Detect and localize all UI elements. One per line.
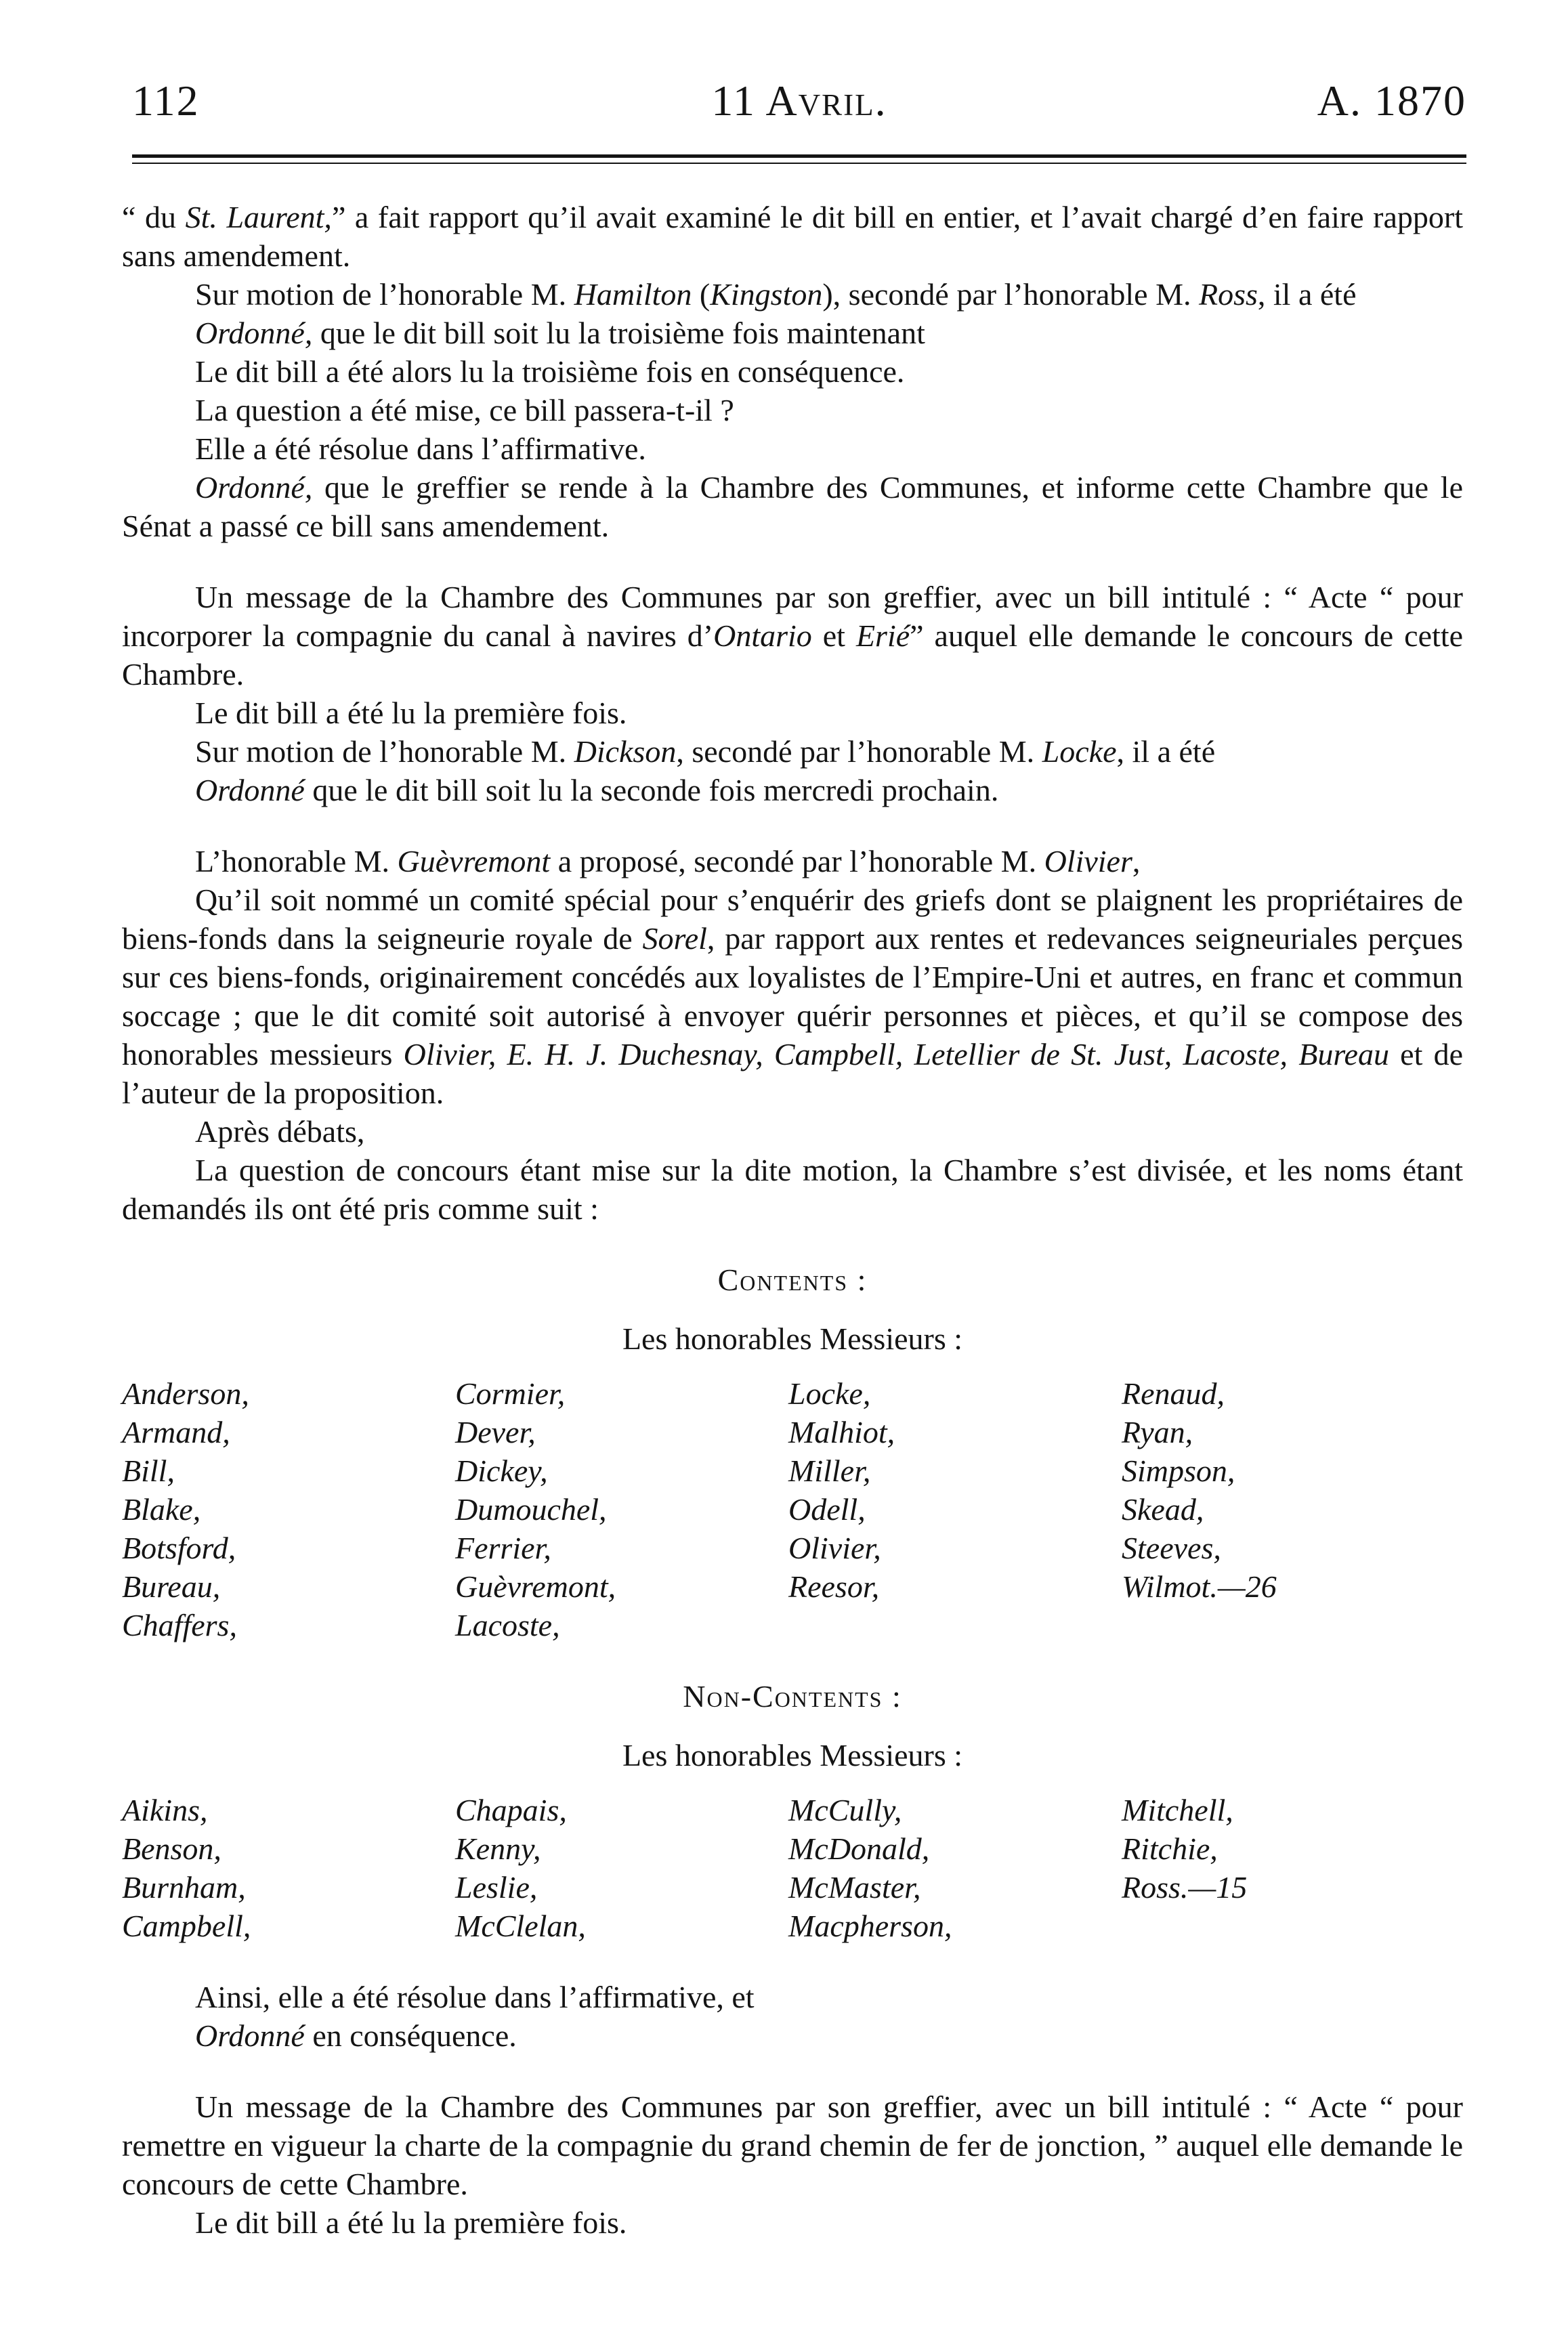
non-contents-names — [122, 1791, 1463, 1945]
page-body — [122, 198, 1463, 2242]
paragraph: Qu’il soit nommé un comité spécial pour s’enquérir des griefs dont se plaignent les propriétaires de biens-fonds dans la seigneurie royale de Sorel, par rapport aux rentes et redevances seigneuriales perçues sur ces biens-fonds, originairement concédés aux loyalistes de l’Empire-Uni et autres, en franc et commun soccage ; que le dit comité soit autorisé à envoyer quérir personnes et pièces, et qu’il se compose des honorables messieurs Olivier, E. H. J. Duchesnay, Campbell, Letellier de St. Just, Lacoste, Bureau et de l’auteur de la proposition. — [122, 883, 1463, 1110]
name: Malhiot, — [788, 1415, 895, 1449]
name: Cormier, — [455, 1376, 566, 1411]
name: Armand, — [122, 1415, 230, 1449]
name: Dickey, — [455, 1453, 548, 1488]
name: Bill, — [122, 1453, 175, 1488]
name: Ferrier, — [455, 1531, 551, 1565]
paragraph: Ordonné en conséquence. — [195, 2018, 517, 2053]
contents-names — [122, 1374, 1463, 1644]
name: Botsford, — [122, 1531, 236, 1565]
paragraph: Le dit bill a été lu la première fois. — [195, 2205, 627, 2240]
name: Aikins, — [122, 1793, 208, 1827]
name: Dumouchel, — [455, 1492, 607, 1527]
name: Olivier, — [788, 1531, 881, 1565]
contents-col-1 — [122, 1374, 455, 1644]
paragraph: Ainsi, elle a été résolue dans l’affirmative, et — [195, 1980, 755, 2014]
name: Chapais, — [455, 1793, 567, 1827]
name: Miller, — [788, 1453, 871, 1488]
header-rule-thin — [132, 163, 1466, 164]
name: Locke, — [788, 1376, 871, 1411]
name: Chaffers, — [122, 1608, 237, 1642]
name: Bureau, — [122, 1569, 221, 1604]
paragraph: Un message de la Chambre des Communes par son greffier, avec un bill intitulé : “ Acte “ pour incorporer la compagnie du canal à navires d’Ontario et Erié” auquel elle demande le concours de cette Chambre. — [122, 580, 1463, 692]
name: Skead, — [1122, 1492, 1204, 1527]
name: Lacoste, — [455, 1608, 560, 1642]
paragraph: Elle a été résolue dans l’affirmative. — [195, 431, 646, 466]
contents-col-3 — [788, 1374, 1122, 1644]
name: Macpherson, — [788, 1909, 952, 1943]
name: Guèvremont, — [455, 1569, 616, 1604]
non-contents-subheading: Les honorables Messieurs : — [622, 1738, 963, 1772]
name: Benson, — [122, 1831, 221, 1866]
name: Renaud, — [1122, 1376, 1225, 1411]
paragraph: Après débats, — [195, 1114, 365, 1149]
non-contents-col-4 — [1122, 1791, 1455, 1945]
paragraph: L’honorable M. Guèvremont a proposé, secondé par l’honorable M. Olivier, — [195, 844, 1141, 878]
non-contents-heading: Non-Contents : — [683, 1679, 902, 1714]
paragraph: La question a été mise, ce bill passera-t-il ? — [195, 393, 734, 427]
name: Odell, — [788, 1492, 866, 1527]
name: Ross.—15 — [1122, 1870, 1248, 1905]
name: Wilmot.—26 — [1122, 1569, 1277, 1604]
name: Mitchell, — [1122, 1793, 1233, 1827]
non-contents-col-3 — [788, 1791, 1122, 1945]
page-number: 112 — [132, 77, 200, 125]
name: Burnham, — [122, 1870, 246, 1905]
name: Simpson, — [1122, 1453, 1235, 1488]
header-date: 11 Avril. — [711, 77, 887, 125]
paragraph: Sur motion de l’honorable M. Hamilton (Kingston), secondé par l’honorable M. Ross, il a été — [195, 277, 1357, 312]
contents-col-2 — [455, 1374, 788, 1644]
name: McDonald, — [788, 1831, 930, 1866]
header-year: A. 1870 — [1317, 77, 1466, 125]
name: McMaster, — [788, 1870, 921, 1905]
name: Steeves, — [1122, 1531, 1221, 1565]
header-rule-thick — [132, 154, 1466, 158]
name: Campbell, — [122, 1909, 251, 1943]
name: Dever, — [455, 1415, 536, 1449]
paragraph: Ordonné, que le greffier se rende à la Chambre des Communes, et informe cette Chambre que le Sénat a passé ce bill sans amendement. — [122, 470, 1463, 543]
running-header — [132, 76, 1466, 130]
name: Ryan, — [1122, 1415, 1193, 1449]
paragraph: Sur motion de l’honorable M. Dickson, secondé par l’honorable M. Locke, il a été — [195, 734, 1216, 769]
name: McCully, — [788, 1793, 902, 1827]
paragraph: “ du St. Laurent,” a fait rapport qu’il avait examiné le dit bill en entier, et l’avait chargé d’en faire rapport sans amendement. — [122, 200, 1464, 273]
paragraph: Le dit bill a été lu la première fois. — [195, 696, 627, 730]
non-contents-col-2 — [455, 1791, 788, 1945]
name: Blake, — [122, 1492, 201, 1527]
name: Ritchie, — [1122, 1831, 1218, 1866]
contents-heading: Contents : — [717, 1262, 868, 1297]
paragraph: La question de concours étant mise sur la dite motion, la Chambre s’est divisée, et les noms étant demandés ils ont été pris comme suit : — [122, 1153, 1463, 1226]
name: Kenny, — [455, 1831, 541, 1866]
name: Leslie, — [455, 1870, 538, 1905]
contents-subheading: Les honorables Messieurs : — [622, 1321, 963, 1356]
non-contents-col-1 — [122, 1791, 455, 1945]
name: Reesor, — [788, 1569, 880, 1604]
contents-col-4 — [1122, 1374, 1455, 1644]
paragraph: Ordonné, que le dit bill soit lu la troisième fois maintenant — [195, 316, 925, 350]
paragraph: Ordonné que le dit bill soit lu la seconde fois mercredi prochain. — [195, 773, 999, 807]
paragraph: Un message de la Chambre des Communes par son greffier, avec un bill intitulé : “ Acte “ pour remettre en vigueur la charte de la compagnie du grand chemin de fer de jonction, ” auquel elle demande le concours de cette Chambre. — [122, 2089, 1463, 2201]
paragraph: Le dit bill a été alors lu la troisième fois en conséquence. — [195, 354, 905, 389]
name: McClelan, — [455, 1909, 586, 1943]
name: Anderson, — [122, 1376, 249, 1411]
